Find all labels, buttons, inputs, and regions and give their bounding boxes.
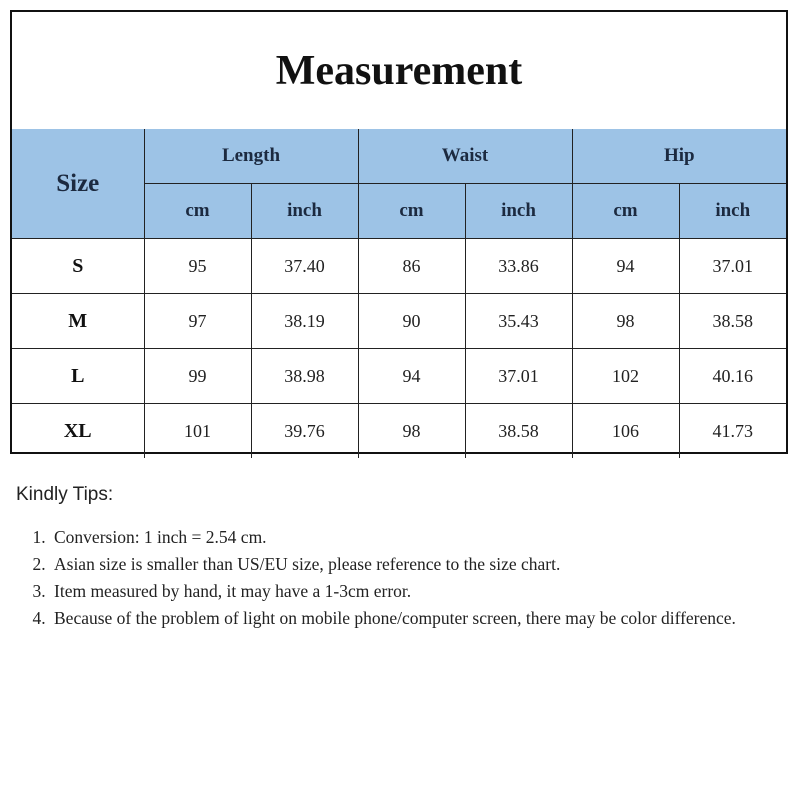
header-unit: inch (251, 184, 358, 239)
size-cell: M (12, 294, 144, 349)
tips-heading: Kindly Tips: (16, 484, 114, 505)
table-row (12, 404, 786, 459)
tip-item: 1. Conversion: 1 inch = 2.54 cm. (50, 524, 791, 551)
value-cell: 102 (572, 349, 679, 404)
kindly-tips (16, 484, 791, 632)
value-cell: 90 (358, 294, 465, 349)
value-cell: 35.43 (465, 294, 572, 349)
value-cell: 33.86 (465, 239, 572, 294)
value-cell: 37.01 (465, 349, 572, 404)
header-unit: cm (358, 184, 465, 239)
value-cell: 38.58 (679, 294, 786, 349)
header-row-groups (12, 129, 786, 184)
value-cell: 94 (358, 349, 465, 404)
header-length: Length (144, 129, 358, 184)
header-unit: inch (465, 184, 572, 239)
tip-item: 4. Because of the problem of light on mobile phone/computer screen, there may be color difference. (50, 605, 791, 632)
tip-item: 3. Item measured by hand, it may have a 1-3cm error. (50, 578, 791, 605)
header-hip: Hip (572, 129, 786, 184)
table-row (12, 349, 786, 404)
value-cell: 97 (144, 294, 251, 349)
header-unit: inch (679, 184, 786, 239)
table-row (12, 294, 786, 349)
size-cell: S (12, 239, 144, 294)
value-cell: 37.01 (679, 239, 786, 294)
value-cell: 37.40 (251, 239, 358, 294)
value-cell: 41.73 (679, 404, 786, 459)
value-cell: 40.16 (679, 349, 786, 404)
value-cell: 95 (144, 239, 251, 294)
tip-item: 2. Asian size is smaller than US/EU size, please reference to the size chart. (50, 551, 791, 578)
value-cell: 94 (572, 239, 679, 294)
value-cell: 39.76 (251, 404, 358, 459)
value-cell: 38.58 (465, 404, 572, 459)
size-cell: L (12, 349, 144, 404)
value-cell: 38.19 (251, 294, 358, 349)
value-cell: 38.98 (251, 349, 358, 404)
value-cell: 101 (144, 404, 251, 459)
header-unit: cm (144, 184, 251, 239)
size-cell: XL (12, 404, 144, 459)
table-row (12, 239, 786, 294)
header-size: Size (12, 129, 144, 239)
header-waist: Waist (358, 129, 572, 184)
measurement-table (10, 10, 788, 454)
header-unit: cm (572, 184, 679, 239)
value-cell: 106 (572, 404, 679, 459)
value-cell: 98 (572, 294, 679, 349)
value-cell: 86 (358, 239, 465, 294)
table-title: Measurement (12, 12, 786, 131)
value-cell: 99 (144, 349, 251, 404)
value-cell: 98 (358, 404, 465, 459)
